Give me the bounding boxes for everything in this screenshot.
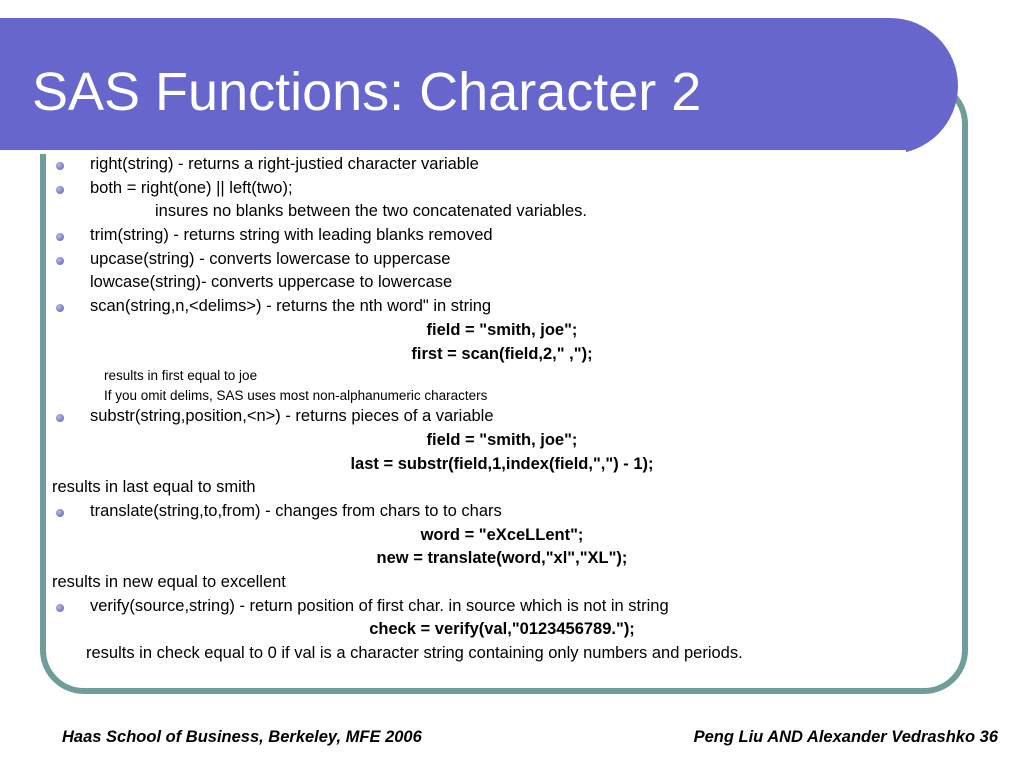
code-line: field = "smith, joe"; xyxy=(426,320,578,339)
bullet-translate: translate(string,to,from) - changes from chars to to chars xyxy=(52,500,952,524)
note-line: results in check equal to 0 if val is a character string containing only numbers and periods. xyxy=(86,644,743,663)
lowcase-line: lowcase(string)- converts uppercase to lowercase xyxy=(90,273,453,292)
title-bar xyxy=(0,18,958,154)
indented-note: insures no blanks between the two concatenated variables. xyxy=(155,202,588,221)
bullet-upcase: upcase(string) - converts lowercase to uppercase xyxy=(52,248,952,272)
slide-body xyxy=(52,153,952,666)
bullet-scan: scan(string,n,<delims>) - returns the nth word" in string xyxy=(52,295,952,319)
slide-title: SAS Functions: Character 2 xyxy=(32,62,702,122)
small-note: results in first equal to joe xyxy=(104,368,258,384)
bullet-both: both = right(one) || left(two); xyxy=(52,177,952,201)
code-line: check = verify(val,"0123456789."); xyxy=(369,620,635,639)
bullet-trim: trim(string) - returns string with leading blanks removed xyxy=(52,224,952,248)
footer-right: Peng Liu AND Alexander Vedrashko 36 xyxy=(693,728,998,746)
bullet-right: right(string) - returns a right-justied character variable xyxy=(52,153,952,177)
bullet-substr: substr(string,position,<n>) - returns pieces of a variable xyxy=(52,405,952,429)
plain-line: results in new equal to excellent xyxy=(52,573,286,591)
code-line: last = substr(field,1,index(field,",") - 1); xyxy=(350,454,654,473)
code-line: word = "eXceLLent"; xyxy=(420,525,584,544)
footer-left: Haas School of Business, Berkeley, MFE 2006 xyxy=(62,728,422,746)
code-line: first = scan(field,2," ,"); xyxy=(411,344,593,363)
bullet-verify: verify(source,string) - return position of first char. in source which is not in string xyxy=(52,595,952,619)
code-line: new = translate(word,"xl","XL"); xyxy=(376,549,628,568)
small-note: If you omit delims, SAS uses most non-alphanumeric characters xyxy=(104,387,488,403)
plain-line: results in last equal to smith xyxy=(52,478,256,497)
code-line: field = "smith, joe"; xyxy=(426,430,578,449)
